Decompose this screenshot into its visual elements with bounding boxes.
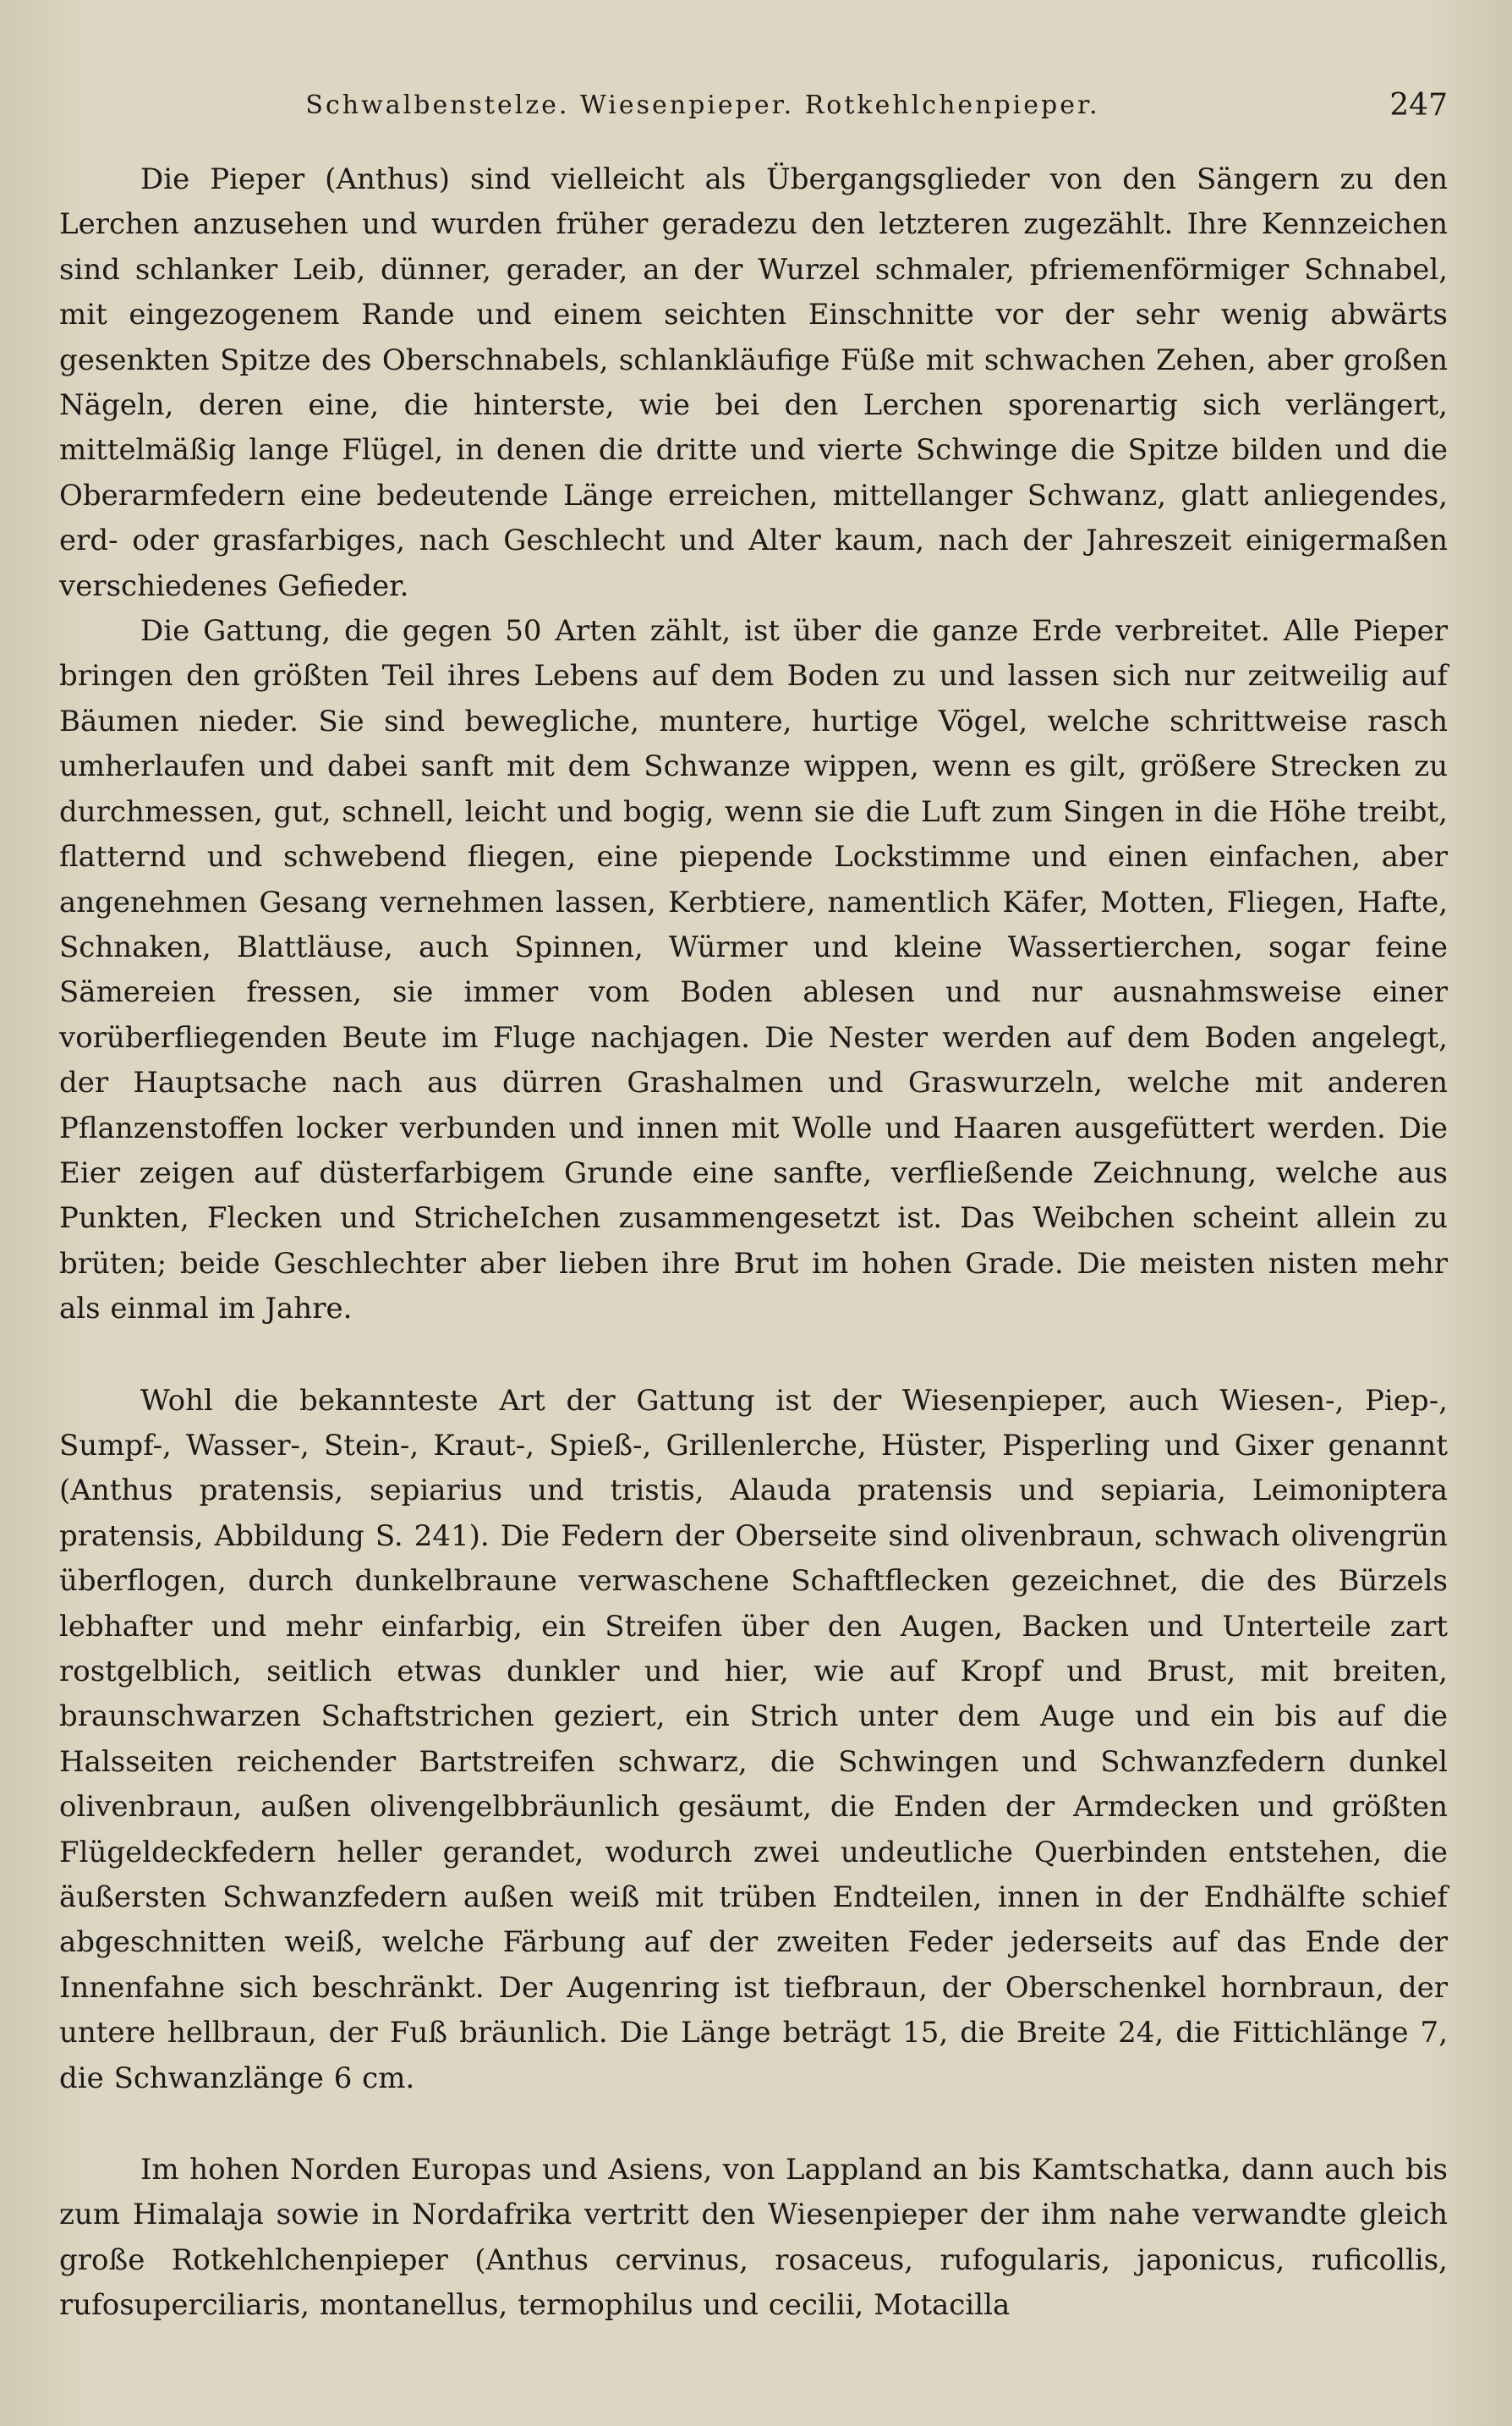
page-number: 247 — [1389, 88, 1448, 123]
page-body — [59, 157, 1448, 2329]
paragraph-rotkehlchenpieper: Im hohen Norden Europas und Asiens, von Lappland an bis Kamtschatka, dann auch bis zum Himalaja sowie in Nordafrika vertritt den Wiesenpieper der ihm nahe verwandte gleich große Rotkehlchenpieper (Anthus cervinus, rosaceus, rufogularis, japonicus, ruficollis, rufosuperciliaris, montanellus, termophilus und cecilii, Motacilla — [59, 2153, 1448, 2323]
paragraph-pieper-habits: Die Gattung, die gegen 50 Arten zählt, ist über die ganze Erde verbreitet. Alle Pieper bringen den größten Teil ihres Lebens auf dem Boden zu und lassen sich nur zeitweilig auf Bäumen nieder. Sie sind bewegliche, muntere, hurtige Vögel, welche schrittweise rasch umherlaufen und dabei sanft mit dem Schwanze wippen, wenn es gilt, größere Strecken zu durchmessen, gut, schnell, leicht und bogig, wenn sie die Luft zum Singen in die Höhe treibt, flatternd und schwebend fliegen, eine piepende Lockstimme und einen einfachen, aber angenehmen Gesang vernehmen lassen, Kerbtiere, namentlich Käfer, Motten, Fliegen, Hafte, Schnaken, Blattläuse, auch Spinnen, Würmer und kleine Wassertierchen, sogar feine Sämereien fressen, sie immer vom Boden ablesen und nur ausnahmsweise einer vorüberfliegenden Beute im Fluge nachjagen. Die Nester werden auf dem Boden angelegt, der Hauptsache nach aus dürren Grashalmen und Graswurzeln, welche mit anderen Pflanzenstoffen locker verbunden und innen mit Wolle und Haaren ausgefüttert werden. Die Eier zeigen auf düsterfarbigem Grunde eine sanfte, verfließende Zeichnung, welche aus Punkten, Flecken und StricheIchen zusammengesetzt ist. Das Weibchen scheint allein zu brüten; beide Geschlechter aber lieben ihre Brut im hohen Grade. Die meisten nisten mehr als einmal im Jahre. — [59, 614, 1448, 1326]
page-header — [59, 85, 1448, 127]
running-head: Schwalbenstelze. Wiesenpieper. Rotkehlchenpieper. — [305, 91, 1100, 120]
paragraph-pieper-description: Die Pieper (Anthus) sind vielleicht als Übergangsglieder von den Sängern zu den Lerchen anzusehen und wurden früher geradezu den letzteren zugezählt. Ihre Kennzeichen sind schlanker Leib, dünner, gerader, an der Wurzel schmaler, pfriemenförmiger Schnabel, mit eingezogenem Rande und einem seichten Einschnitte vor der sehr wenig abwärts gesenkten Spitze des Oberschnabels, schlankläufige Füße mit schwachen Zehen, aber großen Nägeln, deren eine, die hinterste, wie bei den Lerchen sporenartig sich verlängert, mittelmäßig lange Flügel, in denen die dritte und vierte Schwinge die Spitze bilden und die Oberarmfedern eine bedeutende Länge erreichen, mittellanger Schwanz, glatt anliegendes, erd- oder grasfarbiges, nach Geschlecht und Alter kaum, nach der Jahreszeit einigermaßen verschiedenes Gefieder. — [59, 162, 1448, 603]
paragraph-wiesenpieper: Wohl die bekannteste Art der Gattung ist der Wiesenpieper, auch Wiesen-, Piep-, Sumpf-, Wasser-, Stein-, Kraut-, Spieß-, Grillenlerche, Hüster, Pisperling und Gixer genannt (Anthus pratensis, sepiarius und tristis, Alauda pratensis und sepiaria, Leimoniptera pratensis, Abbildung S. 241). Die Federn der Oberseite sind olivenbraun, schwach olivengrün überflogen, durch dunkelbraune verwaschene Schaftflecken gezeichnet, die des Bürzels lebhafter und mehr einfarbig, ein Streifen über den Augen, Backen und Unterteile zart rostgelblich, seitlich etwas dunkler und hier, wie auf Kropf und Brust, mit breiten, braunschwarzen Schaftstrichen geziert, ein Strich unter dem Auge und ein bis auf die Halsseiten reichender Bartstreifen schwarz, die Schwingen und Schwanzfedern dunkel olivenbraun, außen olivengelbbräunlich gesäumt, die Enden der Armdecken und größten Flügeldeckfedern heller gerandet, wodurch zwei undeutliche Querbinden entstehen, die äußersten Schwanzfedern außen weiß mit trüben Endteilen, innen in der Endhälfte schief abgeschnitten weiß, welche Färbung auf der zweiten Feder jederseits auf das Ende der Innenfahne sich beschränkt. Der Augenring ist tiefbraun, der Oberschenkel hornbraun, der untere hellbraun, der Fuß bräunlich. Die Länge beträgt 15, die Breite 24, die Fittichlänge 7, die Schwanzlänge 6 cm. — [59, 1383, 1448, 2095]
